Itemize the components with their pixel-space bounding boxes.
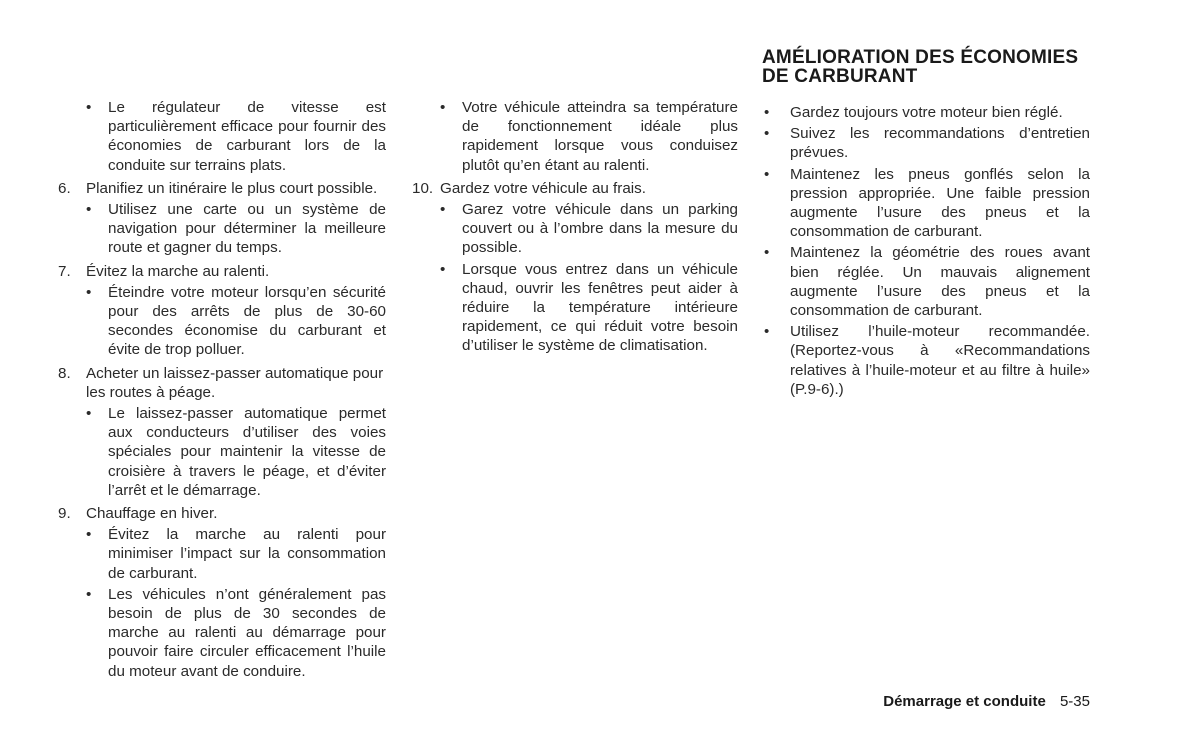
list-item: [58, 262, 386, 281]
tip-bullet: • Gardez toujours votre moteur bien réglé.: [762, 103, 1090, 122]
intro-bullet: • Le régulateur de vitesse est particulièrement efficace pour fournir des économies de carburant lors de la conduite sur terrains plats.: [86, 98, 386, 175]
sub-bullet: • Garez votre véhicule dans un parking couvert ou à l’ombre dans la mesure du possible.: [440, 200, 738, 258]
page-number: 5-35: [1059, 693, 1090, 710]
item-text: Acheter un laissez-passer automatique pour les routes à péage.: [86, 364, 384, 401]
item-text: Planifiez un itinéraire le plus court possible.: [86, 179, 378, 197]
sub-bullet: • Évitez la marche au ralenti pour minimiser l’impact sur la consommation de carburant.: [86, 525, 386, 583]
list-item: [58, 364, 386, 402]
item-text: Gardez votre véhicule au frais.: [440, 179, 646, 197]
right-column: [762, 48, 1090, 401]
item-number: 6.: [58, 179, 71, 197]
sub-bullet: • Les véhicules n’ont généralement pas besoin de plus de 30 secondes de marche au ralenti au démarrage pour pouvoir faire circuler efficacement l’huile du moteur avant de conduire.: [86, 585, 386, 681]
section-heading: AMÉLIORATION DES ÉCONOMIES DE CARBURANT: [762, 47, 1079, 87]
sub-bullet: • Le laissez-passer automatique permet aux conducteurs d’utiliser des voies spéciales pour maintenir la vitesse de croisière à travers le péage, et d’éviter l’arrêt et le démarrage.: [86, 404, 386, 500]
sub-bullet: • Lorsque vous entrez dans un véhicule chaud, ouvrir les fenêtres peut aider à réduire la température intérieure rapidement, ce qui réduit votre besoin d’utiliser le système de climatisation.: [440, 260, 738, 356]
item-number: 7.: [58, 262, 71, 280]
sub-bullet: • Utilisez une carte ou un système de navigation pour déterminer la meilleure route et gagner du temps.: [86, 200, 386, 258]
intro-bullet: • Votre véhicule atteindra sa température de fonctionnement idéale plus rapidement lorsque vous conduisez plutôt qu’en étant au ralenti.: [440, 98, 738, 175]
page-footer: [883, 693, 1090, 710]
list-item: [58, 504, 386, 523]
tip-bullet: • Suivez les recommandations d’entretien prévues.: [762, 124, 1090, 162]
item-number: 9.: [58, 505, 71, 523]
footer-section-title: Démarrage et conduite: [883, 693, 1046, 710]
item-number: 8.: [58, 364, 71, 382]
tip-bullet: • Maintenez la géométrie des roues avant bien réglée. Un mauvais alignement augmente l’usure des pneus et la consommation de carburant.: [762, 243, 1090, 320]
list-item: [412, 179, 738, 198]
list-item: [58, 179, 386, 198]
left-column: [58, 98, 386, 683]
item-text: Évitez la marche au ralenti.: [86, 262, 270, 280]
tip-bullet: • Utilisez l’huile-moteur recommandée. (Reportez-vous à «Recommandations relatives à l’huile-moteur et au filtre à huile» (P.9-6).): [762, 322, 1090, 399]
item-text: Chauffage en hiver.: [86, 505, 218, 523]
tip-bullet: • Maintenez les pneus gonflés selon la pression appropriée. Une faible pression augmente l’usure des pneus et la consommation de carburant.: [762, 165, 1090, 242]
item-number: 10.: [412, 179, 434, 197]
middle-column: [412, 98, 738, 358]
sub-bullet: • Éteindre votre moteur lorsqu’en sécurité pour des arrêts de plus de 30-60 secondes économise du carburant et évite de trop polluer.: [86, 283, 386, 360]
